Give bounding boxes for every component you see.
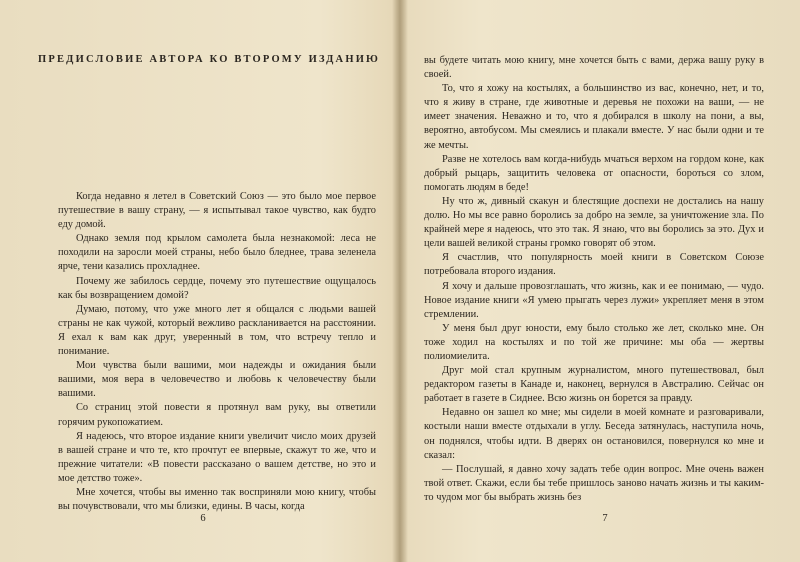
paragraph: Я счастлив, что популярность моей книги в Советском Союзе потребовала второго издания.: [424, 252, 764, 278]
paragraph: Когда недавно я летел в Советский Союз — это было мое первое путешествие в вашу страну, — я испытывал такое чувство, как будто еду домой.: [58, 191, 376, 231]
paragraph: Недавно он зашел ко мне; мы сидели в моей комнате и разговаривали, костыли наши вместе отдыхали в углу. Беседа затянулась, наступила ночь, он поднялся, чтобы идти. В дверях он остановился, повернулся ко мне и сказал:: [424, 407, 764, 461]
paragraph: — Послушай, я давно хочу задать тебе один вопрос. Мне очень важен твой ответ. Скажи, если бы тебе пришлось заново начать жизнь и ты каким-то чудом мог бы выбрать жизнь без: [424, 463, 764, 503]
chapter-heading: ПРЕДИСЛОВИЕ АВТОРА КО ВТОРОМУ ИЗДАНИЮ: [38, 54, 381, 65]
paragraph: Мои чувства были вашими, мои надежды и ожидания были вашими, моя вера в человечество и любовь к человечеству были вашими.: [58, 360, 376, 400]
paragraph: Почему же забилось сердце, почему это путешествие ощущалось как бы возвращением домой?: [58, 275, 376, 301]
paragraph: Мне хочется, чтобы вы именно так восприняли мою книгу, чтобы вы почувствовали, что мы близки, едины. В часы, когда: [58, 486, 376, 513]
left-text-column: [58, 190, 376, 514]
right-text-column: [424, 54, 764, 505]
right-page: [400, 0, 800, 562]
paragraph: Со страниц этой повести я протянул вам руку, вы ответили горячим рукопожатием.: [58, 402, 376, 428]
page-number-left: 6: [200, 513, 206, 524]
paragraph: Думаю, потому, что уже много лет я общался с людьми вашей страны не как чужой, который вежливо раскланивается на расстоянии. Я ехал к вам как друг, уверенный в том, что встречу тепло и понимание.: [58, 303, 376, 358]
paragraph: Друг мой стал крупным журналистом, много путешествовал, был редактором газеты в Канаде и, наконец, вернулся в Австралию. Сейчас он работает в газете в Сиднее. Всю жизнь он борется за правду.: [424, 365, 764, 405]
paragraph: Однако земля под крылом самолета была незнакомой: леса не походили на заросли моей страны, небо было бледнее, трава зеленела ярче, тени казались прохладнее.: [58, 233, 376, 273]
paragraph: То, что я хожу на костылях, а большинство из вас, конечно, нет, и то, что я живу в стране, где животные и деревья не похожи на ваши, — не имеет значения. Неважно и то, что я добирался в школу на пони, а вы, вероятно, автобусом. Мы смеялись и плакали вместе. У нас были одни и те же мечты.: [424, 83, 764, 151]
paragraph: У меня был друг юности, ему было столько же лет, сколько мне. Он тоже ходил на костылях и по той же причине: мы оба — жертвы полиомиелита.: [424, 322, 764, 362]
paragraph: Разве не хотелось вам когда-нибудь мчаться верхом на гордом коне, как добрый рыцарь, защитить человека от опасности, бороться со злом, помогать людям в беде!: [424, 153, 764, 193]
paragraph: Я надеюсь, что второе издание книги увеличит число моих друзей в вашей стране и что те, кто прочтут ее впервые, скажут то же, что и прежние читатели: «В повести рассказано о вашем детстве, но это и мое детство тоже».: [58, 430, 376, 484]
paragraph-continued: вы будете читать мою книгу, мне хочется быть с вами, держа вашу руку в своей.: [424, 55, 764, 81]
paragraph: Ну что ж, дивный скакун и блестящие доспехи не достались на нашу долю. Но мы все равно боролись за добро на земле, за уничтожение зла. По крайней мере я надеюсь, что это так. Я знаю, что вы боролись за это. Дух и цели вашей великой страны громко говорят об этом.: [424, 195, 764, 250]
paragraph: Я хочу и дальше провозглашать, что жизнь, как и ее понимаю, — чудо. Новое издание книги «Я умею прыгать через лужи» укрепляет меня в этом стремлении.: [424, 280, 764, 320]
page-number-right: 7: [602, 513, 608, 524]
